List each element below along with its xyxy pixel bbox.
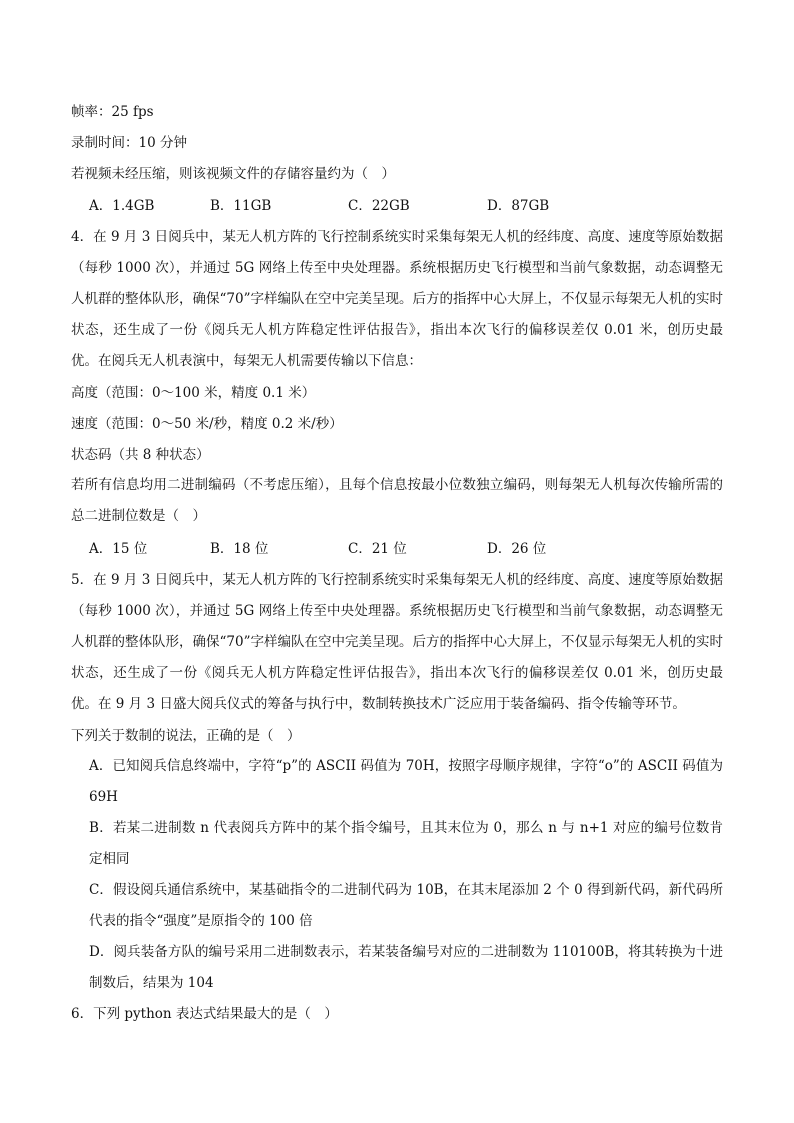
q3-option-a: A．1.4GB <box>89 198 155 214</box>
question-3-stem: 若视频未经压缩，则该视频文件的存储容量约为（ ） <box>71 166 395 182</box>
q3-option-b: B．11GB <box>210 198 272 214</box>
question-5-stem: 下列关于数制的说法，正确的是（ ） <box>71 728 301 744</box>
q5-option-b: B．若某二进制数 n 代表阅兵方阵中的某个指令编号，且其末位为 0，那么 n 与 n+1 对应的编号位数肯定相同 <box>89 820 723 867</box>
q4-option-a: A．15 位 <box>89 541 148 557</box>
q3-option-c: C．22GB <box>348 198 410 214</box>
question-5-intro: 5．在 9 月 3 日阅兵中，某无人机方阵的飞行控制系统实时采集每架无人机的经纬度、高度、速度等原始数据（每秒 1000 次），并通过 5G 网络上传至中央处理器。系统根据历史飞行模型和当前气象数据，动态调整无人机群的整体队形，确保“70”字样编队在空中完美呈现。后方的指挥中心大屏上，不仅显示每架无人机的实时状态，还生成了一份《阅兵无人机方阵稳定性评估报告》，指出本次飞行的偏移误差仅 0.01 米，创历史最优。在 9 月 3 日盛大阅兵仪式的筹备与执行中，数制转换技术广泛应用于装备编码、指令传输等环节。 <box>71 572 723 712</box>
question-6-stem: 6．下列 python 表达式结果最大的是（ ） <box>71 1006 338 1022</box>
q4-option-d: D．26 位 <box>487 541 547 557</box>
record-time-line: 录制时间：10 分钟 <box>71 135 187 151</box>
q4-option-c: C．21 位 <box>348 541 407 557</box>
q4-info-speed: 速度（范围：0～50 米/秒，精度 0.2 米/秒） <box>71 416 343 432</box>
question-4-stem: 若所有信息均用二进制编码（不考虑压缩），且每个信息按最小位数独立编码，则每架无人机每次传输所需的总二进制位数是（ ） <box>71 477 723 524</box>
frame-rate-line: 帧率：25 fps <box>71 104 154 120</box>
q5-option-a: A．已知阅兵信息终端中，字符“p”的 ASCII 码值为 70H，按照字母顺序规律，字符“o”的 ASCII 码值为 69H <box>89 758 723 805</box>
q5-option-d: D．阅兵装备方队的编号采用二进制数表示，若某装备编号对应的二进制数为 110100B，将其转换为十进制数后，结果为 104 <box>89 944 723 991</box>
question-4-intro: 4．在 9 月 3 日阅兵中，某无人机方阵的飞行控制系统实时采集每架无人机的经纬度、高度、速度等原始数据（每秒 1000 次），并通过 5G 网络上传至中央处理器。系统根据历史飞行模型和当前气象数据，动态调整无人机群的整体队形，确保“70”字样编队在空中完美呈现。后方的指挥中心大屏上，不仅显示每架无人机的实时状态，还生成了一份《阅兵无人机方阵稳定性评估报告》，指出本次飞行的偏移误差仅 0.01 米，创历史最优。在阅兵无人机表演中，每架无人机需要传输以下信息： <box>71 229 723 369</box>
q3-option-d: D．87GB <box>487 198 550 214</box>
q4-option-b: B．18 位 <box>210 541 269 557</box>
q5-option-c: C．假设阅兵通信系统中，某基础指令的二进制代码为 10B，在其末尾添加 2 个 0 得到新代码，新代码所代表的指令“强度”是原指令的 100 倍 <box>89 882 723 929</box>
q4-info-status: 状态码（共 8 种状态） <box>71 447 210 463</box>
q4-info-height: 高度（范围：0～100 米，精度 0.1 米） <box>71 385 316 401</box>
